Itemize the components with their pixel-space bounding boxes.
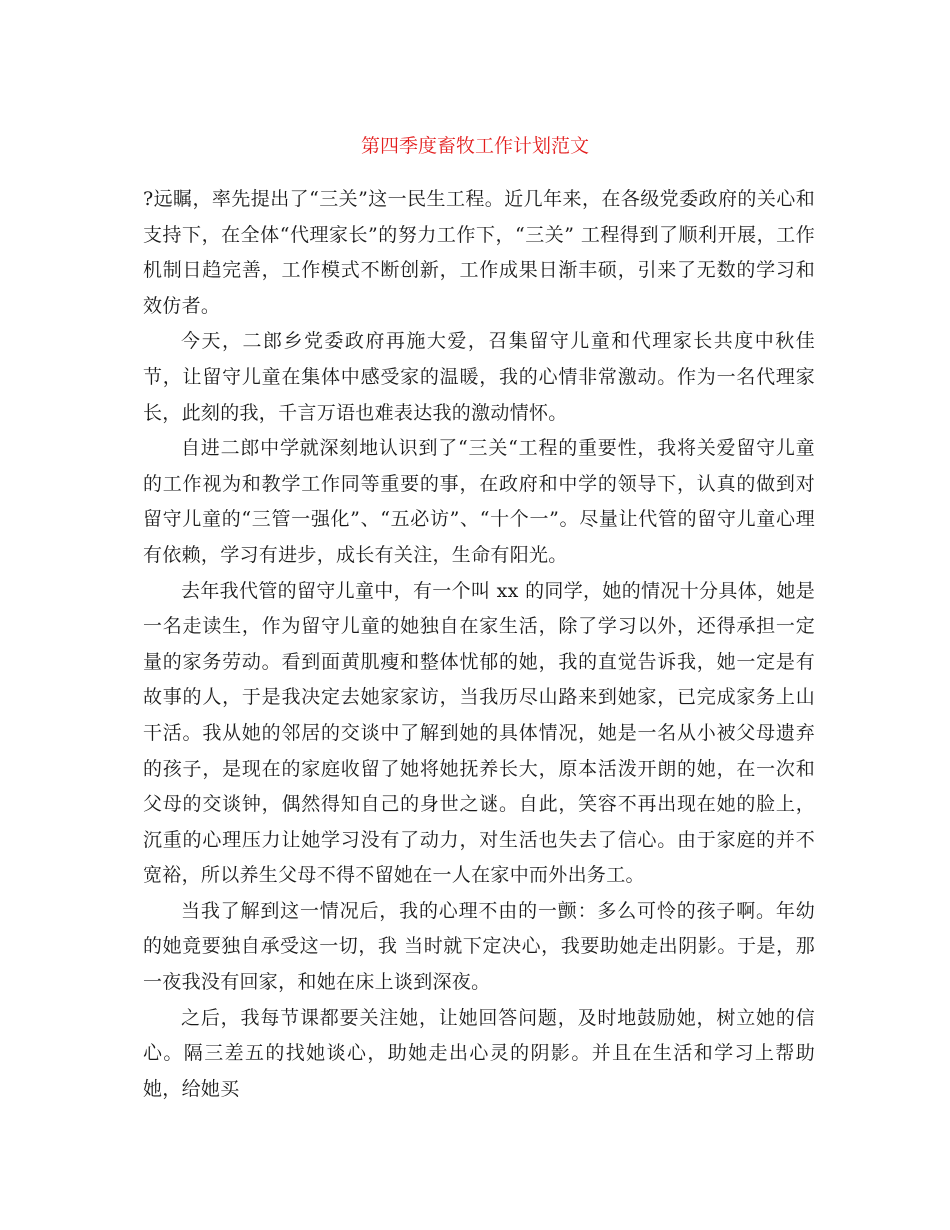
paragraph-decision: 当我了解到这一情况后，我的心理不由的一颤：多么可怜的孩子啊。年幼的她竟要独自承受这一切，我 当时就下定决心，我要助她走出阴影。于是，那一夜我没有回家，和她在床上谈到深夜。 (143, 899, 815, 994)
paragraph-intro: ?远瞩，率先提出了“三关”这一民生工程。近几年来，在各级党委政府的关心和支持下，在全体“代理家长”的努力工作下，“三关” 工程得到了顺利开展，工作机制日趋完善，工作模式不断创新，工作成果日渐丰硕，引来了无数的学习和效仿者。 (143, 188, 815, 317)
document-body (143, 182, 815, 1107)
paragraph-mid-autumn: 今天，二郎乡党委政府再施大爱，召集留守儿童和代理家长共度中秋佳节，让留守儿童在集体中感受家的温暖，我的心情非常激动。作为一名代理家长，此刻的我，千言万语也难表达我的激动情怀。 (143, 330, 815, 424)
paragraph-work-approach: 自进二郎中学就深刻地认识到了“三关“工程的重要性，我将关爱留守儿童的工作视为和教学工作同等重要的事，在政府和中学的领导下，认真的做到对留守儿童的“三管一强化”、“五必访”、“十个一”。尽量让代管的留守儿童心理有依赖，学习有进步，成长有关注，生命有阳光。 (143, 437, 815, 566)
paragraph-student-story: 去年我代管的留守儿童中，有一个叫 xx 的同学，她的情况十分具体，她是一名走读生，作为留守儿童的她独自在家生活，除了学习以外，还得承担一定量的家务劳动。看到面黄肌瘦和整体忧郁的她，我的直觉告诉我，她一定是有故事的人，于是我决定去她家家访，当我历尽山路来到她家，已完成家务上山干活。我从她的邻居的交谈中了解到她的具体情况，她是一名从小被父母遗弃的孩子，是现在的家庭收留了她将她抚养长大，原本活泼开朗的她，在一次和父母的交谈钟，偶然得知自己的身世之谜。自此，笑容不再出现在她的脸上，沉重的心理压力让她学习没有了动力，对生活也失去了信心。由于家庭的并不宽裕，所以养生父母不得不留她在一人在家中而外出务工。 (143, 579, 815, 887)
paragraph-follow-up: 之后，我每节课都要关注她，让她回答问题，及时地鼓励她，树立她的信心。隔三差五的找她谈心，助她走出心灵的阴影。并且在生活和学习上帮助她，给她买 (143, 1006, 815, 1100)
document-title: 第四季度畜牧工作计划范文 (360, 135, 589, 157)
